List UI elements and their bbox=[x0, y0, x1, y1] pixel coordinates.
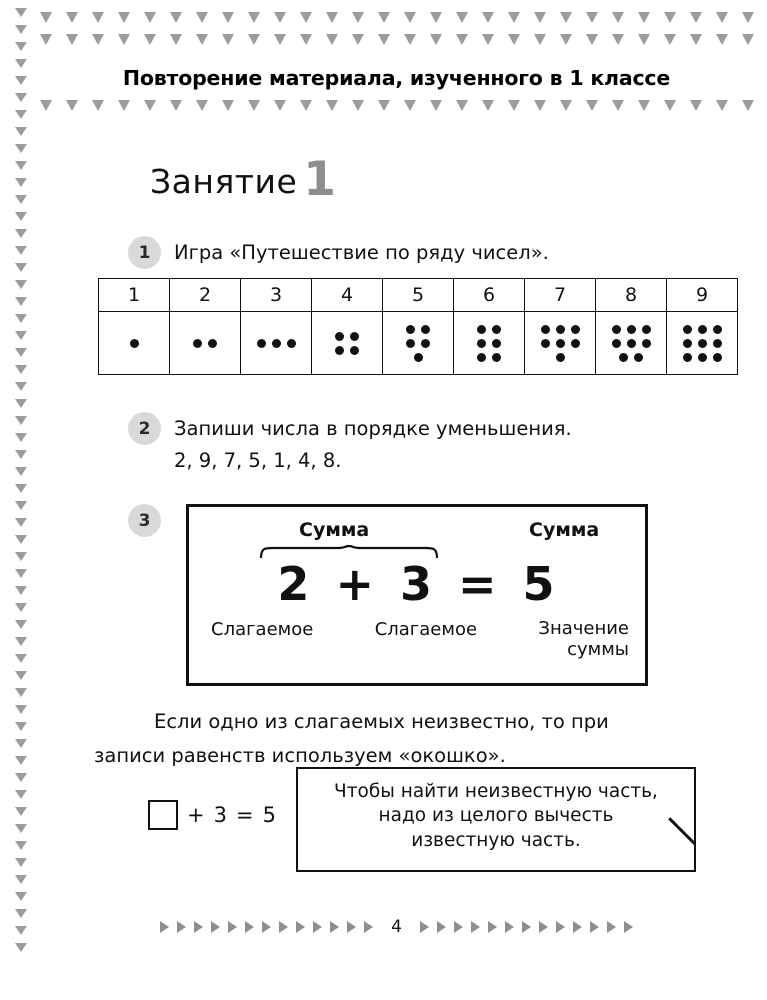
rule-note-text bbox=[334, 780, 658, 853]
rule-note-line-2: надо из целого вычесть bbox=[378, 805, 614, 827]
dot-icon bbox=[571, 339, 580, 348]
number-cell: 4 bbox=[312, 279, 383, 312]
dot-icon bbox=[683, 339, 692, 348]
triangle-icon bbox=[15, 297, 27, 306]
triangle-icon bbox=[15, 671, 27, 680]
dot-icon bbox=[612, 325, 621, 334]
triangle-icon bbox=[15, 416, 27, 425]
triangle-icon bbox=[15, 331, 27, 340]
dot-icon bbox=[257, 339, 266, 348]
sum-label-right: Сумма bbox=[529, 519, 600, 541]
triangle-icon bbox=[454, 921, 463, 933]
triangle-icon bbox=[15, 25, 27, 34]
triangle-icon bbox=[262, 921, 271, 933]
triangle-icon bbox=[505, 921, 514, 933]
dot-icon bbox=[477, 325, 486, 334]
dot-icon bbox=[335, 346, 344, 355]
dot-cell bbox=[99, 312, 170, 375]
triangle-icon bbox=[15, 790, 27, 799]
okoshko-result: 5 bbox=[262, 803, 276, 827]
rule-note-box bbox=[296, 767, 696, 872]
dot-icon bbox=[556, 339, 565, 348]
triangle-icon bbox=[15, 773, 27, 782]
okoshko-addend: 3 bbox=[213, 803, 227, 827]
label-sum-value-line2: суммы bbox=[567, 638, 629, 660]
triangle-icon bbox=[15, 382, 27, 391]
dot-cell bbox=[383, 312, 454, 375]
task-text-2b: 2, 9, 7, 5, 1, 4, 8. bbox=[174, 449, 342, 472]
triangle-icon bbox=[15, 8, 27, 17]
dot-icon bbox=[541, 339, 550, 348]
dot-icon bbox=[208, 339, 217, 348]
rule-note-line-3: известную часть. bbox=[411, 829, 581, 851]
paragraph-line-1: Если одно из слагаемых неизвестно, то при bbox=[154, 710, 609, 733]
empty-square-icon[interactable] bbox=[148, 800, 178, 830]
triangle-icon bbox=[15, 569, 27, 578]
dot-icon bbox=[350, 346, 359, 355]
dot-icon bbox=[571, 325, 580, 334]
triangle-icon bbox=[15, 42, 27, 51]
triangle-icon bbox=[296, 921, 305, 933]
footer-ornament-left bbox=[160, 921, 373, 933]
label-sum-value bbox=[538, 619, 629, 660]
triangle-icon bbox=[211, 921, 220, 933]
triangle-icon bbox=[15, 841, 27, 850]
triangle-icon bbox=[15, 484, 27, 493]
label-sum-value-line1: Значение bbox=[538, 618, 629, 639]
dot-cell bbox=[525, 312, 596, 375]
triangle-icon bbox=[15, 127, 27, 136]
triangle-icon bbox=[437, 921, 446, 933]
triangle-icon bbox=[15, 229, 27, 238]
dot-group bbox=[241, 317, 311, 369]
triangle-icon bbox=[15, 807, 27, 816]
triangle-icon bbox=[15, 246, 27, 255]
dot-icon bbox=[406, 325, 415, 334]
triangle-icon bbox=[539, 921, 548, 933]
dot-icon bbox=[421, 339, 430, 348]
dot-icon bbox=[642, 325, 651, 334]
triangle-icon bbox=[15, 688, 27, 697]
triangle-icon bbox=[15, 195, 27, 204]
number-cell: 9 bbox=[667, 279, 738, 312]
dot-icon bbox=[335, 332, 344, 341]
dot-cell bbox=[312, 312, 383, 375]
triangle-icon bbox=[15, 586, 27, 595]
triangle-icon bbox=[15, 433, 27, 442]
paragraph-line-2: записи равенств используем «окошко». bbox=[94, 744, 506, 767]
triangle-icon bbox=[15, 756, 27, 765]
table-row bbox=[99, 312, 738, 375]
dot-icon bbox=[414, 353, 423, 362]
dot-icon bbox=[642, 339, 651, 348]
equals-sign: = bbox=[458, 557, 505, 611]
dot-icon bbox=[350, 332, 359, 341]
triangle-icon bbox=[15, 59, 27, 68]
dot-icon bbox=[130, 339, 139, 348]
triangle-icon bbox=[556, 921, 565, 933]
triangle-icon bbox=[228, 921, 237, 933]
triangle-icon bbox=[15, 450, 27, 459]
rule-note-line-1: Чтобы найти неизвестную часть, bbox=[334, 780, 658, 802]
triangle-icon bbox=[15, 399, 27, 408]
dot-cell bbox=[241, 312, 312, 375]
dot-cell bbox=[596, 312, 667, 375]
triangle-icon bbox=[15, 824, 27, 833]
addend-1: 2 bbox=[277, 557, 318, 611]
folded-corner-icon bbox=[668, 844, 694, 870]
triangle-icon bbox=[15, 705, 27, 714]
page-title: Повторение материала, изученного в 1 классе bbox=[122, 66, 671, 90]
triangle-icon bbox=[15, 943, 27, 952]
dot-icon bbox=[492, 339, 501, 348]
left-triangle-column bbox=[8, 8, 34, 992]
triangle-icon bbox=[177, 921, 186, 933]
triangle-icon bbox=[15, 535, 27, 544]
dot-group bbox=[603, 317, 659, 369]
sum-definition-box bbox=[186, 504, 648, 686]
main-content bbox=[34, 112, 759, 912]
number-cell: 7 bbox=[525, 279, 596, 312]
triangle-icon bbox=[347, 921, 356, 933]
dot-cell bbox=[667, 312, 738, 375]
lesson-heading bbox=[150, 152, 336, 207]
okoshko-equals: = bbox=[235, 803, 254, 827]
triangle-icon bbox=[364, 921, 373, 933]
dot-icon bbox=[634, 353, 643, 362]
number-cell: 1 bbox=[99, 279, 170, 312]
dot-icon bbox=[556, 325, 565, 334]
dot-icon bbox=[556, 353, 565, 362]
dot-icon bbox=[713, 353, 722, 362]
equation-labels bbox=[189, 619, 651, 660]
okoshko-equation bbox=[148, 800, 276, 830]
triangle-icon bbox=[522, 921, 531, 933]
okoshko-plus: + bbox=[187, 803, 205, 827]
addend-2: 3 bbox=[399, 557, 440, 611]
page-number: 4 bbox=[391, 917, 402, 937]
dot-icon bbox=[683, 353, 692, 362]
triangle-icon bbox=[313, 921, 322, 933]
triangle-icon bbox=[15, 875, 27, 884]
dot-icon bbox=[698, 353, 707, 362]
dot-cell bbox=[170, 312, 241, 375]
dot-icon bbox=[541, 325, 550, 334]
dot-icon bbox=[627, 325, 636, 334]
dot-icon bbox=[683, 325, 692, 334]
dot-icon bbox=[492, 353, 501, 362]
dot-icon bbox=[619, 353, 628, 362]
dot-icon bbox=[272, 339, 281, 348]
triangle-icon bbox=[15, 858, 27, 867]
dot-icon bbox=[421, 325, 430, 334]
triangle-icon bbox=[15, 144, 27, 153]
triangle-icon bbox=[160, 921, 169, 933]
triangle-icon bbox=[15, 552, 27, 561]
dot-group bbox=[467, 317, 511, 369]
dot-cell bbox=[454, 312, 525, 375]
number-cell: 3 bbox=[241, 279, 312, 312]
dot-icon bbox=[477, 339, 486, 348]
dot-group bbox=[532, 317, 588, 369]
dot-group bbox=[674, 317, 730, 369]
triangle-icon bbox=[420, 921, 429, 933]
dot-icon bbox=[627, 339, 636, 348]
dot-icon bbox=[492, 325, 501, 334]
triangle-icon bbox=[15, 467, 27, 476]
dot-group bbox=[325, 317, 369, 369]
equation-row bbox=[189, 557, 651, 611]
triangle-icon bbox=[15, 314, 27, 323]
triangle-icon bbox=[15, 654, 27, 663]
sum-result: 5 bbox=[522, 557, 563, 611]
number-cell: 8 bbox=[596, 279, 667, 312]
triangle-icon bbox=[15, 110, 27, 119]
triangle-icon bbox=[15, 909, 27, 918]
task-bullet-1: 1 bbox=[128, 236, 161, 269]
dot-icon bbox=[698, 339, 707, 348]
triangle-icon bbox=[624, 921, 633, 933]
dot-group bbox=[99, 317, 169, 369]
triangle-icon bbox=[15, 620, 27, 629]
footer-ornament-right bbox=[420, 921, 633, 933]
task-bullet-2: 2 bbox=[128, 412, 161, 445]
lesson-number: 1 bbox=[303, 152, 337, 207]
triangle-icon bbox=[471, 921, 480, 933]
lesson-word: Занятие bbox=[150, 162, 298, 201]
triangle-icon bbox=[590, 921, 599, 933]
triangle-icon bbox=[15, 501, 27, 510]
number-cell: 2 bbox=[170, 279, 241, 312]
folded-corner-line bbox=[669, 817, 696, 844]
dot-icon bbox=[612, 339, 621, 348]
task-text-1: Игра «Путешествие по ряду чисел». bbox=[174, 241, 549, 264]
triangle-icon bbox=[15, 161, 27, 170]
number-cell: 5 bbox=[383, 279, 454, 312]
triangle-icon bbox=[15, 603, 27, 612]
triangle-icon bbox=[15, 518, 27, 527]
triangle-icon bbox=[15, 280, 27, 289]
triangle-icon bbox=[279, 921, 288, 933]
dot-group bbox=[396, 317, 440, 369]
number-row-table bbox=[98, 278, 738, 375]
task-bullet-3: 3 bbox=[128, 504, 161, 537]
triangle-icon bbox=[607, 921, 616, 933]
triangle-icon bbox=[330, 921, 339, 933]
label-addend-2: Слагаемое bbox=[374, 619, 478, 640]
triangle-icon bbox=[15, 263, 27, 272]
page-footer bbox=[34, 912, 759, 942]
triangle-icon bbox=[15, 212, 27, 221]
dot-icon bbox=[406, 339, 415, 348]
triangle-icon bbox=[573, 921, 582, 933]
dot-icon bbox=[713, 325, 722, 334]
triangle-icon bbox=[194, 921, 203, 933]
dot-group bbox=[170, 317, 240, 369]
triangle-icon bbox=[15, 76, 27, 85]
triangle-icon bbox=[245, 921, 254, 933]
dot-icon bbox=[477, 353, 486, 362]
dot-icon bbox=[713, 339, 722, 348]
triangle-icon bbox=[15, 926, 27, 935]
triangle-icon bbox=[15, 892, 27, 901]
triangle-icon bbox=[15, 178, 27, 187]
left-ornament-strip bbox=[8, 8, 34, 992]
triangle-icon bbox=[15, 722, 27, 731]
label-addend-1: Слагаемое bbox=[211, 619, 314, 640]
number-cell: 6 bbox=[454, 279, 525, 312]
triangle-icon bbox=[15, 93, 27, 102]
dot-icon bbox=[698, 325, 707, 334]
dot-icon bbox=[193, 339, 202, 348]
triangle-icon bbox=[15, 637, 27, 646]
dot-icon bbox=[287, 339, 296, 348]
triangle-icon bbox=[15, 365, 27, 374]
task-text-2: Запиши числа в порядке уменьшения. bbox=[174, 417, 572, 440]
plus-sign: + bbox=[335, 557, 382, 611]
triangle-icon bbox=[488, 921, 497, 933]
triangle-icon bbox=[15, 739, 27, 748]
table-row bbox=[99, 279, 738, 312]
triangle-icon bbox=[15, 348, 27, 357]
sum-label-left: Сумма bbox=[299, 519, 370, 541]
